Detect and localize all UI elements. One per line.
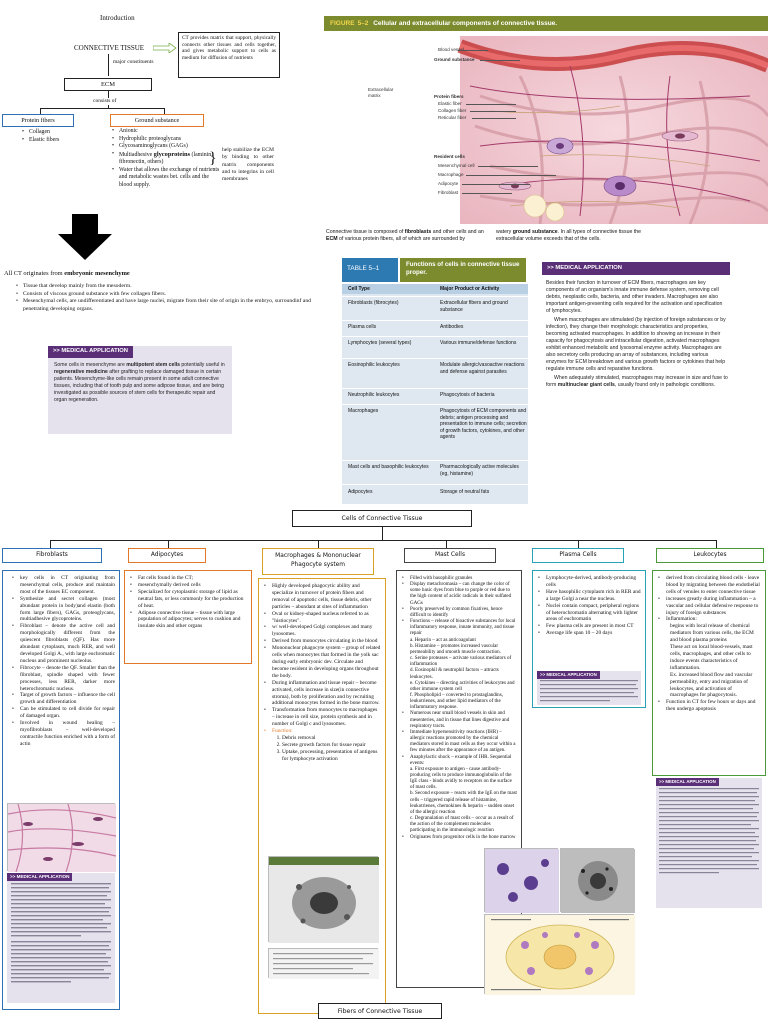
fibroblasts-list xyxy=(12,575,115,748)
consists-label: consists of xyxy=(93,98,117,104)
brace-icon: } xyxy=(209,150,217,167)
fibers-title: Fibers of Connective Tissue xyxy=(337,1008,423,1015)
figure-label-macrophage: Macrophage xyxy=(438,172,464,177)
gs-multi-post: (laminin, fibronectin, others) xyxy=(119,151,213,166)
list-item: a. Heparin – act as anticoagulant xyxy=(410,636,476,643)
medical-application-head: >> MEDICAL APPLICATION xyxy=(537,671,600,679)
figure-title: Cellular and extracellular components of connective tissue. xyxy=(373,20,558,27)
list-item: a. First exposure to antigen - cause antibody-producing cells to produce immunoglobulin of the IgE class - binds avidly to receptors on the surface of mast cells. xyxy=(410,765,512,791)
mast-micrograph-1 xyxy=(484,848,558,912)
table-header-cell: Major Product or Activity xyxy=(440,286,500,292)
med-paragraph: When macrophages are stimulated (by injection of foreign substances or by infection), they change their morphologic characteristics and properties, becoming activated macrophages. In addition to showing an increase in their capacity for phagocytosis and intracellular digestion, activated macrophages exhibit enhanced metabolic and lysosomal enzyme activity. Macrophages are also secretory cells producing an array of substances, including various enzymes for ECM breakdown and various growth factors or cytokines that help regulate immune cells and reparative functions. xyxy=(546,317,726,372)
cells-branch-line xyxy=(50,540,716,541)
branch-drop xyxy=(168,540,169,548)
table-row xyxy=(342,358,528,386)
list-item: • Elastic fibers xyxy=(22,137,92,145)
figure-label-adipocyte: Adipocyte xyxy=(438,181,459,186)
table-row xyxy=(342,296,528,318)
list-item: • During inflammation and tissue repair – become activated, cells increase in size(in connective stroma), both by proliferation and by recruiting additional monocytes formed in the bone marrow. xyxy=(264,680,381,708)
figure-label-reticular-fiber: Reticular fiber xyxy=(438,115,467,120)
branch-line xyxy=(40,108,164,109)
origin-heading-bold: embryonic mesenchyme xyxy=(64,270,130,277)
cells-title-box xyxy=(292,510,472,527)
caption-text: of various protein fibers, all of which are surrounded by xyxy=(338,236,465,243)
leader-line xyxy=(480,60,520,61)
figure-label-elastic-fiber: Elastic fiber xyxy=(438,101,462,106)
medical-application-head: >> MEDICAL APPLICATION xyxy=(656,778,719,786)
list-item: • Lymphocyte-derived, antibody-producing cells xyxy=(538,575,641,589)
medical-application-body xyxy=(546,280,728,389)
leader-line xyxy=(466,175,556,176)
list-item: • Immediate hypersensitivity reactions (IHR) – allergic reactions promoted by the chemical mediators stored in mast cells as they occur within a few minutes after the appearance of an antigen. xyxy=(402,729,517,754)
table-cell: Storage of neutral fats xyxy=(440,489,490,495)
branch-drop xyxy=(446,540,447,548)
ct-connector-label: major constituents xyxy=(113,59,154,65)
caption-text: and other cells and an xyxy=(432,229,484,235)
list-item: • Glycosaminoglycans (GAGs) xyxy=(112,143,220,151)
fibers-title-box xyxy=(318,1003,442,1019)
fibroblasts-box xyxy=(2,570,120,1010)
figure-caption-right xyxy=(496,229,666,244)
caption-text: . In all types of connective tissue the extracellular volume exceeds that of the cells. xyxy=(496,229,642,243)
med-text: When adequately stimulated, macrophages may increase in size and fuse to form xyxy=(546,375,728,388)
list-item: d. Eosinophil & neutrophil factors – attracts leukocytes. xyxy=(410,667,499,680)
med-text: potentially useful in xyxy=(181,362,225,368)
figure-caption-left xyxy=(326,229,488,244)
table-header-cell: Cell Type xyxy=(348,286,370,292)
table-row xyxy=(342,336,528,356)
list-item: 1. Debris removal xyxy=(282,735,381,742)
placeholder-text-lines xyxy=(540,680,638,704)
ground-substance-list xyxy=(112,128,220,189)
macrophages-head: Macrophages & Mononuclear Phagocyte system xyxy=(262,548,374,575)
list-item: • Adipose connective tissue – tissue with large population of adipocytes; serves to cushion and insulate skin and other organs xyxy=(130,610,247,631)
plasma-cells-head: Plasma Cells xyxy=(532,548,624,563)
list-item: • Originates from progenitor cells in the bone marrow xyxy=(402,834,517,840)
figure-label-ground-substance: Ground substance xyxy=(434,57,475,62)
list-item: • Transformation from monocytes to macrophages – increase in cell size, protein synthesis and in number of Golgi c and lysosomes. xyxy=(264,707,381,728)
plasma-list xyxy=(538,575,641,637)
leukocytes-box xyxy=(652,570,766,776)
figure-illustration xyxy=(420,36,768,224)
list-item: • Function: xyxy=(264,728,381,735)
branch-drop xyxy=(578,540,579,548)
ecm-label: ECM xyxy=(100,81,116,88)
list-item: • Anaphylactic shock – example of IHR. Sequential events: xyxy=(402,754,517,766)
table-cell: Phagocytosis of bacteria xyxy=(440,392,495,398)
leader-line xyxy=(462,193,512,194)
list-item: • Average life span 10 – 20 days xyxy=(538,630,641,637)
table-row xyxy=(342,404,528,458)
branch-drop xyxy=(50,540,51,548)
plasma-cells-box xyxy=(532,570,646,708)
list-item: • key cells in CT originating from mesenchymal cells, produce and maintain most of the tissues EC component. xyxy=(12,575,115,596)
medical-application-left xyxy=(48,346,232,434)
med-paragraph xyxy=(546,375,728,389)
table-cell: Mast cells and basophilic leukocytes xyxy=(348,464,429,470)
list-item: • Few plasma cells are present in most CT xyxy=(538,623,641,630)
branch-drop xyxy=(716,540,717,548)
list-item: • Highly developed phagocytic ability and specialize in turnover of protein fibers and removal of apoptotic cells, tissue debris, other particles – abundant at sites of inflammation xyxy=(264,583,381,611)
caption-bold: ground substance xyxy=(512,229,558,235)
table-cell: Lymphocytes (several types) xyxy=(348,340,412,346)
leader-line xyxy=(458,50,488,51)
list-item: • Filled with basophilic granules xyxy=(402,575,517,581)
table-tag: TABLE 5–1 xyxy=(342,258,398,282)
origin-list xyxy=(16,283,314,314)
medical-application-right xyxy=(542,262,730,494)
list-item: • w/ well-developed Golgi complexes and many lysosomes. xyxy=(264,624,381,638)
list-item: • Inflammation: xyxy=(658,616,761,623)
list-item: • Collagen xyxy=(22,129,92,137)
list-item: • Poorly preserved by common fixatives, hence difficult to identify xyxy=(402,606,517,618)
list-item: These act on local blood-vessels, mast cells, macrophages, and other cells to induce events characteristics of inflammation. xyxy=(670,644,753,671)
list-item: • Function in CT for few hours or days and then undergo apoptosis xyxy=(658,699,761,713)
list-item: • Specialized for cytoplasmic storage of lipid as neutral fats, or less commonly for the production of heat. xyxy=(130,589,247,610)
medical-application-head: >> MEDICAL APPLICATION xyxy=(48,346,133,358)
mast-cells-head: Mast Cells xyxy=(404,548,496,563)
list-item: c. Serine proteases – activate various mediators of inflammation xyxy=(410,655,512,668)
list-item: • increases greatly during inflammation – a vascular and cellular defensive response to injury of foreign substances xyxy=(658,596,761,617)
figure-label-protein-fibers: Protein fibers xyxy=(434,94,464,99)
list-item: 3. Uptake, processing, presentation of antigens for lymphocyte activation xyxy=(282,749,381,763)
figure-label-mesenchymal-cell: Mesenchymal cell xyxy=(438,163,475,168)
origin-heading-pre: All CT originates from xyxy=(4,270,63,277)
mast-list-3 xyxy=(402,834,517,840)
mast-degranulation-diagram xyxy=(484,914,634,994)
figure-label-fibroblast: Fibroblast xyxy=(438,190,459,195)
leukocytes-head: Leukocytes xyxy=(656,548,764,563)
table-cell: Macrophages xyxy=(348,408,379,414)
table-cell: Fibroblasts (fibrocytes) xyxy=(348,300,399,306)
list-item: • Tissue that develop mainly from the mesoderm. xyxy=(16,283,314,291)
list-item: • Mononuclear phagocyte system – group of related cells when monocytes that formed in the yolk sac during early embryonic dev. Circulate and become resident in developing organs throughout the body. xyxy=(264,645,381,680)
list-item: • Functions – release of bioactive substances for local inflammatory response, innate immunity, and tissue repair xyxy=(402,618,517,636)
list-item: • Synthesize and secret collagen (most abundant protein in body)and elastin (both form large fibers), GAGs, proteoglycans, multiadhesive glycoproteins. xyxy=(12,596,115,624)
gs-multi-pre: Multiadhesive xyxy=(119,151,153,158)
table-row xyxy=(342,484,528,502)
macrophage-functions xyxy=(282,735,381,763)
list-item: b. Histamine – promotes increased vascular permeability and smooth muscle contraction. xyxy=(410,642,501,655)
figure-left-label: Extracellular matrix xyxy=(368,87,394,98)
med-text: Some cells in mesenchyme are xyxy=(54,362,125,368)
med-bold: multipotent stem cells xyxy=(126,362,180,368)
macrophages-list xyxy=(264,583,381,735)
leader-line xyxy=(472,118,516,119)
leukocytes-medical-box xyxy=(656,778,762,908)
table-cell: Various immune/defense functions xyxy=(440,340,517,346)
list-item: e. Cytokines – directing activities of leukocytes and other immune system cell xyxy=(410,679,515,692)
list-item: • derived from circulating blood cells - leave blood by migrating between the endothelial cells of venules to enter connective tissue xyxy=(658,575,761,596)
table-row xyxy=(342,388,528,402)
leukocytes-list-2 xyxy=(658,699,761,713)
table-row xyxy=(342,460,528,482)
caption-bold: ECM xyxy=(326,236,338,243)
table-cell: Pharmacologically active molecules (eg, histamine) xyxy=(440,464,519,477)
list-item: • Target of growth factors – influence the cell growth and differentiation xyxy=(12,692,115,706)
figure-label: FIGURE xyxy=(330,20,355,27)
table-body xyxy=(342,284,528,504)
med-bold: multinuclear giant cells xyxy=(557,382,615,388)
stabilize-note: help stabilize the ECM by binding to other matrix components and to integrins in cell membranes xyxy=(222,147,274,183)
placeholder-text-lines xyxy=(659,788,759,906)
figure-label-collagen-fiber: Collagen fiber xyxy=(438,108,467,113)
mast-mediators xyxy=(410,637,517,711)
ground-substance-label: Ground substance xyxy=(134,117,180,124)
leukocytes-list xyxy=(658,575,761,623)
medical-application-body xyxy=(54,362,228,404)
ct-description: CT provides matrix that support, physically connects other tissues and cells together, and gives metabolic support to cells as medium for diffusion of nutrients xyxy=(182,35,276,61)
med-text: after grafting to replace damaged tissue in certain patients. Mesenchyme-like cells remain present in some adult connective tissues, including that of tooth pulp and some adipose tissue, and are being investigated as possible sources of stem cells for therapeutic repair and organ regeneration. xyxy=(54,368,224,403)
ecm-box xyxy=(64,78,152,91)
inflammation-sublist xyxy=(670,623,761,699)
table-cell: Adipocytes xyxy=(348,489,373,495)
placeholder-text-lines xyxy=(11,883,111,999)
mast-list-2 xyxy=(402,710,517,765)
table-title: Functions of cells in connective tissue proper. xyxy=(400,258,526,282)
leader-line xyxy=(462,184,530,185)
protein-fibers-box xyxy=(2,114,74,127)
macrophage-micrograph xyxy=(268,856,378,942)
ground-substance-box xyxy=(110,114,204,127)
medical-application-head: >> MEDICAL APPLICATION xyxy=(542,262,730,275)
table-header-row xyxy=(342,284,528,294)
list-item: Ex. increased blood flow and vascular permeability, entry and migration of leukocytes, and activation of macrophages for phagocytosis. xyxy=(670,671,753,699)
list-item: • Involved in wound healing – myofibroblasts – well-developed contractile function enriched with a form of actin xyxy=(12,720,115,748)
med-paragraph: Besides their function in turnover of ECM fibers, macrophages are key components of an organism's innate immune defense system, removing cell debris, neoplastic cells, bacteria, and other invaders. Macrophages are also important antigen-presenting cells required for the activation and specification of lymphocytes. xyxy=(546,280,723,314)
leader-line xyxy=(470,111,516,112)
figure-header xyxy=(324,16,768,31)
plasma-medical-box xyxy=(537,671,641,705)
list-item: 2. Secrete growth factors for tissue repair xyxy=(282,742,381,749)
table-cell: Neutrophilic leukocytes xyxy=(348,392,400,398)
med-text: , usually found only in pathologic conditions. xyxy=(614,382,716,388)
down-arrow-icon xyxy=(58,214,112,260)
leader-line xyxy=(478,166,538,167)
list-item: • Anionic xyxy=(112,128,220,136)
adipocytes-head: Adipocytes xyxy=(128,548,206,563)
table-cell: Phagocytosis of ECM components and debris; antigen processing and presentation to immune cells; secretion of growth factors, cytokines, and other agents xyxy=(440,408,527,440)
branch-drop xyxy=(318,540,319,548)
mast-events xyxy=(410,766,517,834)
ct-down-line xyxy=(108,54,109,76)
figure-number: 5–2 xyxy=(357,20,369,27)
list-item: • Derived from monocytes circulating in the blood xyxy=(264,638,381,645)
list-item: • mesenchymally derived cells xyxy=(130,582,247,589)
leader-line xyxy=(466,104,516,105)
adipocytes-list xyxy=(130,575,247,630)
list-item: • Fibrocyte – denote the QF. Smaller than the fibroblast, spindle shaped with fewer processes, less RER, darker more heterochromatic nucleus. xyxy=(12,665,115,693)
list-item: • Can be stimulated to cell divide for repair of damaged organ. xyxy=(12,706,115,720)
gs-multi-bold: glycoproteins xyxy=(153,150,191,158)
table-cell: Plasma cells xyxy=(348,324,377,330)
table-row xyxy=(342,320,528,334)
list-item: • Hydrophilic proteoglycans xyxy=(112,136,220,144)
list-item: • Oval or kidney-shaped nucleus referred to as "histiocytes". xyxy=(264,611,381,625)
list-item: • Display metachromasia – can change the color of some basic dyes from blue to purple or red due to the high content of acidic radicals in their sulfated GAGs xyxy=(402,581,517,606)
list-item: f. Phospholipid – converted to prostaglandins, leukotrienes, and other lipid mediators of the inflammatory response. xyxy=(410,691,503,711)
list-item: • Water that allows the exchange of nutrients and metabolic wastes bet. cells and the blood supply. xyxy=(112,167,220,190)
list-item: • Have basophilic cytoplasm rich in RER and a large Golgi a near the nucleus. xyxy=(538,589,641,603)
caption-bold: fibroblasts xyxy=(404,229,432,235)
table-cell: Antibodies xyxy=(440,324,464,330)
caption-text: watery xyxy=(496,229,512,235)
cells-title-stem xyxy=(382,527,383,540)
list-item: • Fibroblast – denote the active cell and morphologically different from the quiescent fibroblasts (QF). Has more abundant cytoplasm, much RER, and well developed Golgi A., with large euchromatic nucleus and prominent nucleolus. xyxy=(12,623,115,664)
fibroblast-micrograph xyxy=(7,803,115,871)
ct-description-box xyxy=(178,32,280,78)
figure-label-resident-cells: Resident cells xyxy=(434,154,465,159)
list-item: • Fat cells found in the CT; xyxy=(130,575,247,582)
table-5-1 xyxy=(342,258,538,504)
list-item xyxy=(112,151,220,167)
ct-label: CONNECTIVE TISSUE xyxy=(74,44,145,52)
cells-title: Cells of Connective Tissue xyxy=(341,515,423,522)
caption-text: Connective tissue is composed of xyxy=(326,229,404,235)
fibroblasts-head: Fibroblasts xyxy=(2,548,102,563)
table-cell: Modulate allergic/vasoactive reactions and defense against parasites xyxy=(440,362,525,375)
adipocytes-box xyxy=(124,570,252,664)
list-item: • Consists of viscous ground substance with few collagen fibers. xyxy=(16,291,314,299)
list-item: • Numerous near small blood vessels in skin and mesenteries, and in tissue that lines digestive and respiratory tracts. xyxy=(402,710,517,728)
list-item: b. Second exposure – reacts with the IgE on the mast cells – triggered rapid release of histamine, leukotrienes, chemokines & heparin – sudden onset of the allergic reaction xyxy=(410,790,517,815)
list-item: c. Degranulation of mast cells – occur as a result of the action of the complement molecules participating in the immunologic reaction xyxy=(410,815,514,834)
page-title: Introduction xyxy=(100,14,135,22)
fiber-list xyxy=(22,129,92,144)
list-item: begins with local release of chemical mediators from various cells, the ECM and blood plasma proteins xyxy=(670,623,754,644)
list-item: • Mesenchymal cells, are undifferentiated and have large nuclei, migrate from their site of origin in the embryo, surroundinf and penetrating developing organs. xyxy=(16,298,314,313)
table-cell: Eosinophilic leukocytes xyxy=(348,362,400,368)
table-cell: Extracellular fibers and ground substance xyxy=(440,300,508,313)
list-item: • Nuclei contain compact, peripheral regions of heterochromatin alternating with lighter areas of euchromatin xyxy=(538,603,641,624)
mast-list xyxy=(402,575,517,637)
figure-label-blood-vessel: Blood vessel xyxy=(438,47,465,52)
medical-application-head: >> MEDICAL APPLICATION xyxy=(7,873,72,881)
protein-fibers-label: Protein fibers xyxy=(21,117,55,124)
origin-heading xyxy=(4,270,130,278)
med-bold: regenerative medicine xyxy=(54,368,108,375)
macrophage-diagram xyxy=(268,948,378,978)
fibroblast-medical-box xyxy=(7,873,115,1003)
mast-micrograph-2 xyxy=(560,848,634,912)
ct-arrow-right xyxy=(153,43,177,53)
